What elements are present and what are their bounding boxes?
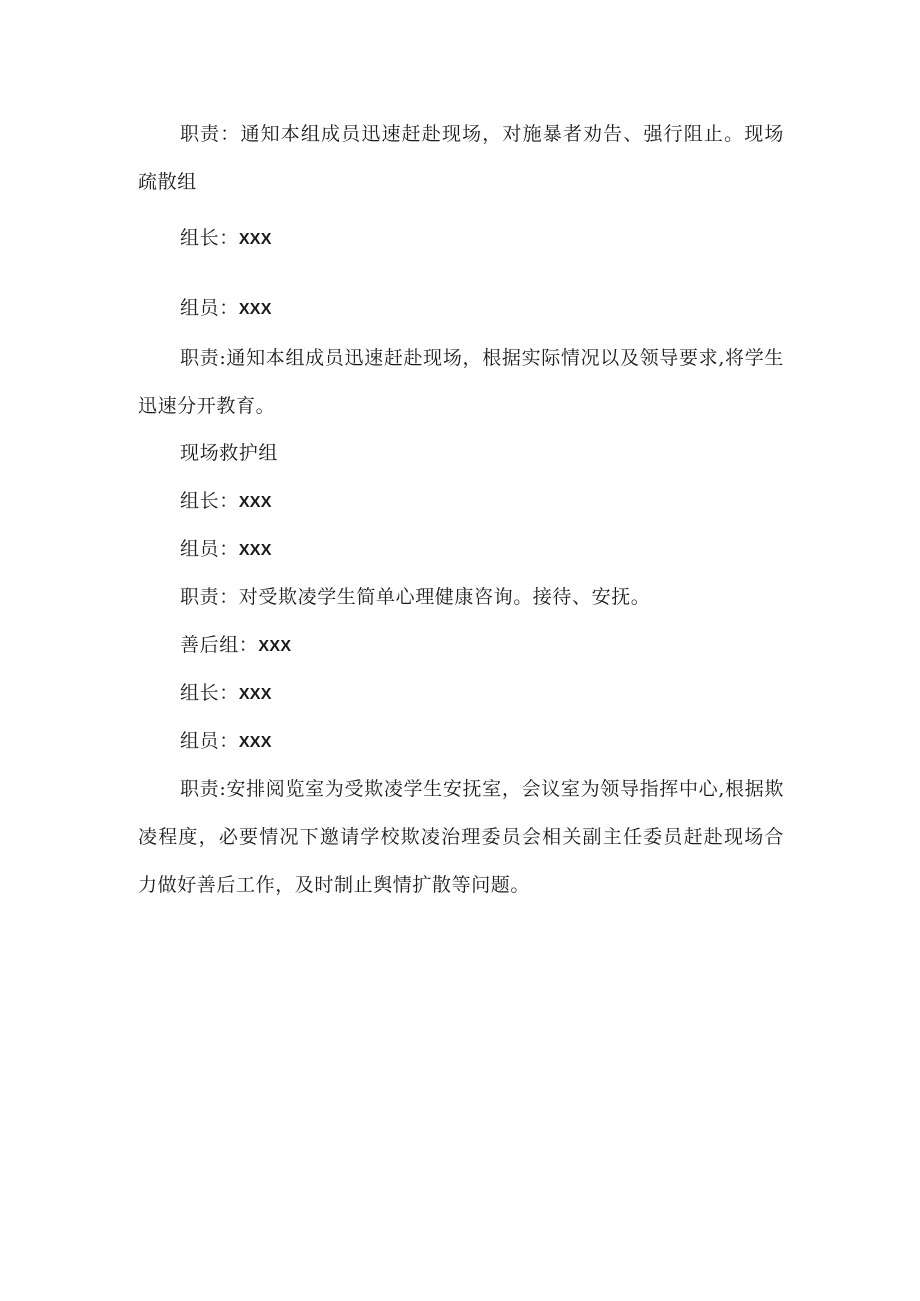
group-name: XXX — [258, 638, 292, 655]
leader-line-evacuation — [180, 214, 780, 264]
leader-line-aftermath — [180, 669, 780, 719]
duty-paragraph-intervention: 职责：通知本组成员迅速赶赴现场，对施暴者劝告、强行阻止。现场疏散组 — [138, 123, 784, 193]
leader-label: 组长： — [180, 227, 239, 249]
leader-name: XXX — [238, 494, 272, 511]
section-heading-aftermath — [180, 621, 780, 671]
duty-paragraph-evacuation: 职责:通知本组成员迅速赶赴现场，根据实际情况以及领导要求,将学生迅速分开教育。 — [138, 347, 784, 417]
member-label: 组员： — [180, 297, 239, 319]
duty-paragraph-aftermath: 职责:安排阅览室为受欺凌学生安抚室，会议室为领导指挥中心,根据欺凌程度，必要情况下邀请学校欺凌治理委员会相关副主任委员赶赴现场合力做好善后工作，及时制止舆情扩散等问题。 — [138, 778, 784, 896]
member-line-evacuation — [180, 284, 780, 334]
group-label: 善后组： — [180, 634, 259, 656]
member-name: XXX — [238, 301, 272, 318]
member-name: XXX — [238, 734, 272, 751]
duty-paragraph-rescue: 职责：对受欺凌学生简单心理健康咨询。接待、安抚。 — [180, 586, 651, 608]
member-name: XXX — [238, 542, 272, 559]
leader-label: 组长： — [180, 682, 239, 704]
leader-name: XXX — [238, 231, 272, 248]
member-line-aftermath — [180, 717, 780, 767]
member-label: 组员： — [180, 538, 239, 560]
leader-label: 组长： — [180, 490, 239, 512]
member-line-rescue — [180, 525, 780, 575]
leader-name: XXX — [238, 686, 272, 703]
leader-line-rescue — [180, 477, 780, 527]
member-label: 组员： — [180, 730, 239, 752]
section-heading-rescue: 现场救护组 — [180, 442, 279, 464]
